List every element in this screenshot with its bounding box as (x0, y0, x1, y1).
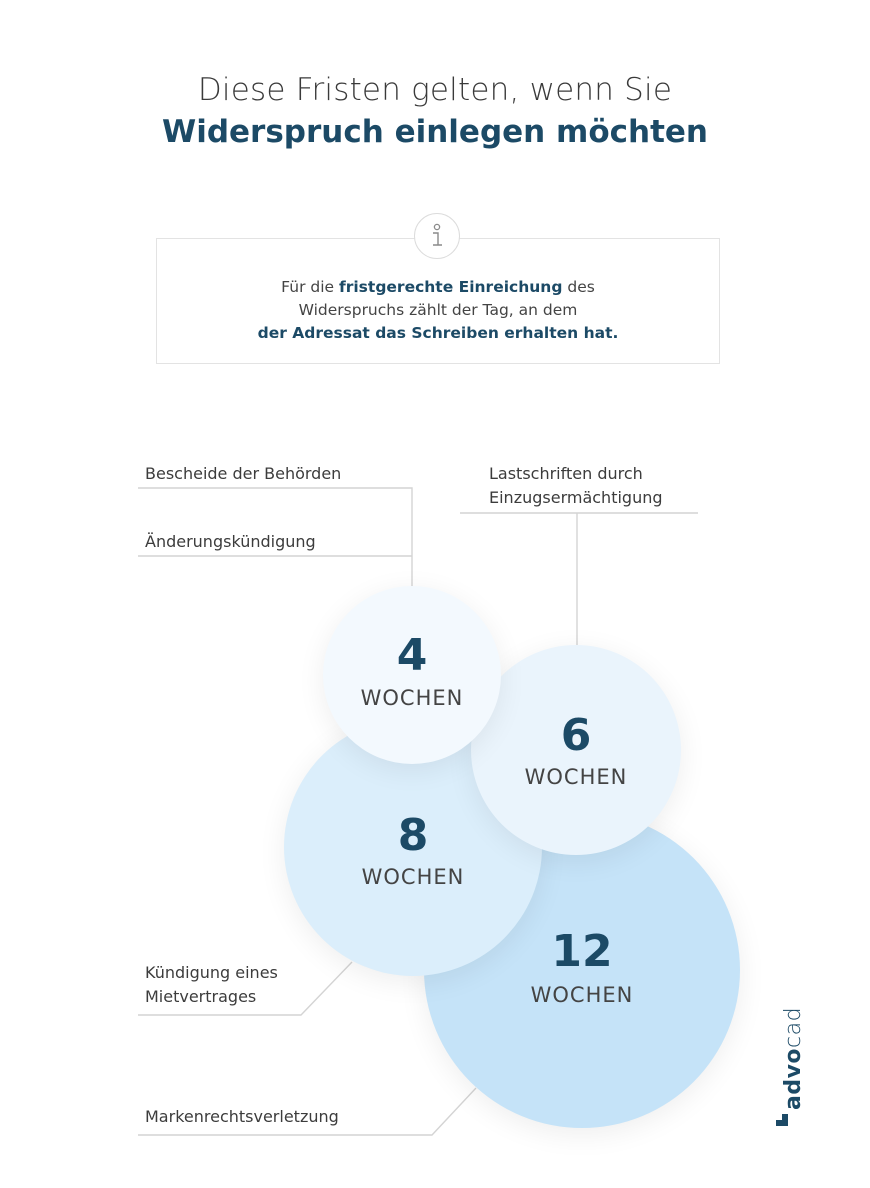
line-lastschrift (460, 513, 698, 645)
info-highlight-2: der Adressat das Schreiben erhalten hat. (257, 324, 619, 342)
label-kuendigung-1: Kündigung eines (145, 963, 278, 982)
info-text-post: des (562, 278, 595, 296)
page-title-line1: Diese Fristen gelten, wenn Sie (197, 72, 673, 108)
bubble-4-unit: WOCHEN (360, 686, 464, 710)
label-aenderung: Änderungskündigung (145, 532, 316, 551)
bubble-8-number: 8 (397, 810, 429, 861)
bubble-4-number: 4 (396, 630, 428, 681)
bubble-6-unit: WOCHEN (524, 765, 628, 789)
logo-text-light: cado (781, 1006, 806, 1048)
info-text-pre: Für die (281, 278, 339, 296)
info-text-line2: Widerspruchs zählt der Tag, an dem (298, 301, 578, 319)
bubble-12-number: 12 (551, 926, 613, 977)
page-title-line2: Widerspruch einlegen möchten (162, 114, 708, 150)
label-lastschrift-2: Einzugsermächtigung (489, 488, 663, 507)
bubble-8-unit: WOCHEN (361, 865, 465, 889)
info-highlight-1: fristgerechte Einreichung (338, 278, 563, 296)
label-bescheide: Bescheide der Behörden (145, 464, 342, 483)
bubble-6-number: 6 (560, 710, 592, 761)
logo-text-bold: advo (781, 1047, 806, 1110)
svg-text:advocado (781, 1006, 806, 1110)
brand-logo (772, 1006, 808, 1130)
label-lastschrift-1: Lastschriften durch (489, 464, 643, 483)
bubble-12-unit: WOCHEN (530, 983, 634, 1007)
label-kuendigung-2: Mietvertrages (145, 987, 257, 1006)
label-marken: Markenrechtsverletzung (145, 1107, 339, 1126)
